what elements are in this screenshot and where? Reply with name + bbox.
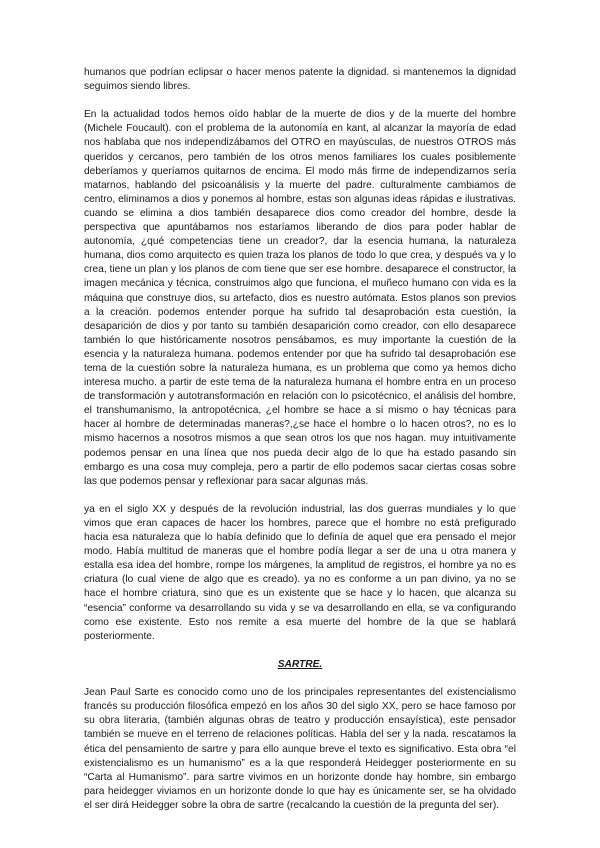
paragraph-dignity: humanos que podrían eclipsar o hacer menos patente la dignidad. si mantenemos la dignidad seguimos siendo libres. <box>84 67 516 93</box>
document-page <box>84 66 516 827</box>
paragraph-sartre: Jean Paul Sarte es conocido como uno de los principales representantes del existencialismo francés su producción filosófica empezó en los años 30 del siglo XX, pero se hace famoso por su obra literaria, (también algunas obras de teatro y producción ensayística), este pensador también se mueve en el terreno de relaciones políticas. Habla del ser y la nada. rescatamos la ética del pensamiento de sartre y para ello aunque breve el texto es significativo. Esta obra “el existencialismo es un humanismo” es a la que responderá Heidegger posteriormente en su “Carta al Humanismo”. para sartre vivimos en un horizonte donde hay hombre, sin embargo para heidegger viviamos en un horizonte donde lo que hay es únicamente ser, se ha olvidado el ser dirá Heidegger sobre la obra de sartre (recalcando la cuestión de la pregunta del ser). <box>84 687 516 811</box>
section-heading-sartre: SARTRE. <box>277 658 323 670</box>
paragraph-twentieth-century: ya en el siglo XX y después de la revolución industrial, las dos guerras mundiales y lo que vimos que eran capaces de hacer los hombres, parece que el hombre no está prefigurado hacia esa naturaleza que lo había definido que lo definía de aquel que era pensado el mejor modo. Había multitud de maneras que el hombre podía llegar a ser de una u otra manera y estalla esa idea del hombre, rompe los márgenes, la amplitud de registros, el hombre ya no es criatura (lo cual viene de algo que es creado). ya no es conforme a un pan divino, ya no se hace el hombre criatura, sino que es un existente que se hace y lo hacen, que alcanza su “esencia” conforme va desarrollando su vida y se va desarrollando en ella, se va configurando como ese existente. Esto nos remite a esa muerte del hombre de la que se hablará posteriormente. <box>84 503 516 642</box>
paragraph-death-of-god: En la actualidad todos hemos oído hablar de la muerte de dios y de la muerte del hombre (Michele Foucault). con el problema de la autonomía en kant, al alcanzar la mayoría de edad nos hablaba que nos independizábamos del OTRO en mayúsculas, de nuestros OTROS más queridos y cercanos, pero también de los otros menos familiares los cuales posiblemente deberíamos y queríamos quitarnos de encima. El modo más firme de independizarnos sería matarnos, hablando del psicoanálisis y la muerte del padre. culturalmente cambiamos de centro, eliminamos a dios y ponemos al hombre, estas son algunas ideas rápidas e ilustrativas. cuando se elimina a dios también desaparece dios como creador del hombre, desde la perspectiva que apuntábamos nos estaríamos liberando de dios para poder hablar de autonomía, ¿qué competencias tiene un creador?, dar la esencia humana, la naturaleza humana, dios como arquitecto es quien traza los planos de todo lo que crea, y después va y lo crea, tiene un plan y los planos de com tiene que ser ese hombre. desaparece el constructor, la imagen mecánica y técnica, construimos algo que funciona, el muñeco humano con vida es la máquina que construye dios, su artefacto, dios es nuestro autómata. Estos planos son previos a la creación. podemos entender porque ha sufrido tal desaprobación esta cuestión, la desaparición de dios y por tanto su también desaparición como creador, con ello desaparece también lo que históricamente nosotros pensábamos, es muy importante la cuestión de la esencia y la naturaleza humana. podemos entender por que ha sufrido tal desaprobación ese tema de la cuestión sobre la naturaleza humana, es un problema que como ya hemos dicho interesa mucho. a partir de este tema de la naturaleza humana el hombre entra en un proceso de transformación y autotransformación en relación con lo psicotécnico, el análisis del hombre, el transhumanismo, la antropotécnica, ¿el hombre se hace a sí mismo o hay técnicas para hacer al hombre de determinadas maneras?,¿se hace el hombre o lo hacen otros?, no es lo mismo hacernos a nosotros mismos a que sean otros los que nos hagan. muy intuitivamente podemos pensar en una línea que nos pueda decir algo de lo que ha estado pasando sin embargo es una cosa muy compleja, pero a partir de ello podemos sacar ciertas cosas sobre las que podemos pensar y reflexionar para sacar algunas más. <box>84 109 516 487</box>
